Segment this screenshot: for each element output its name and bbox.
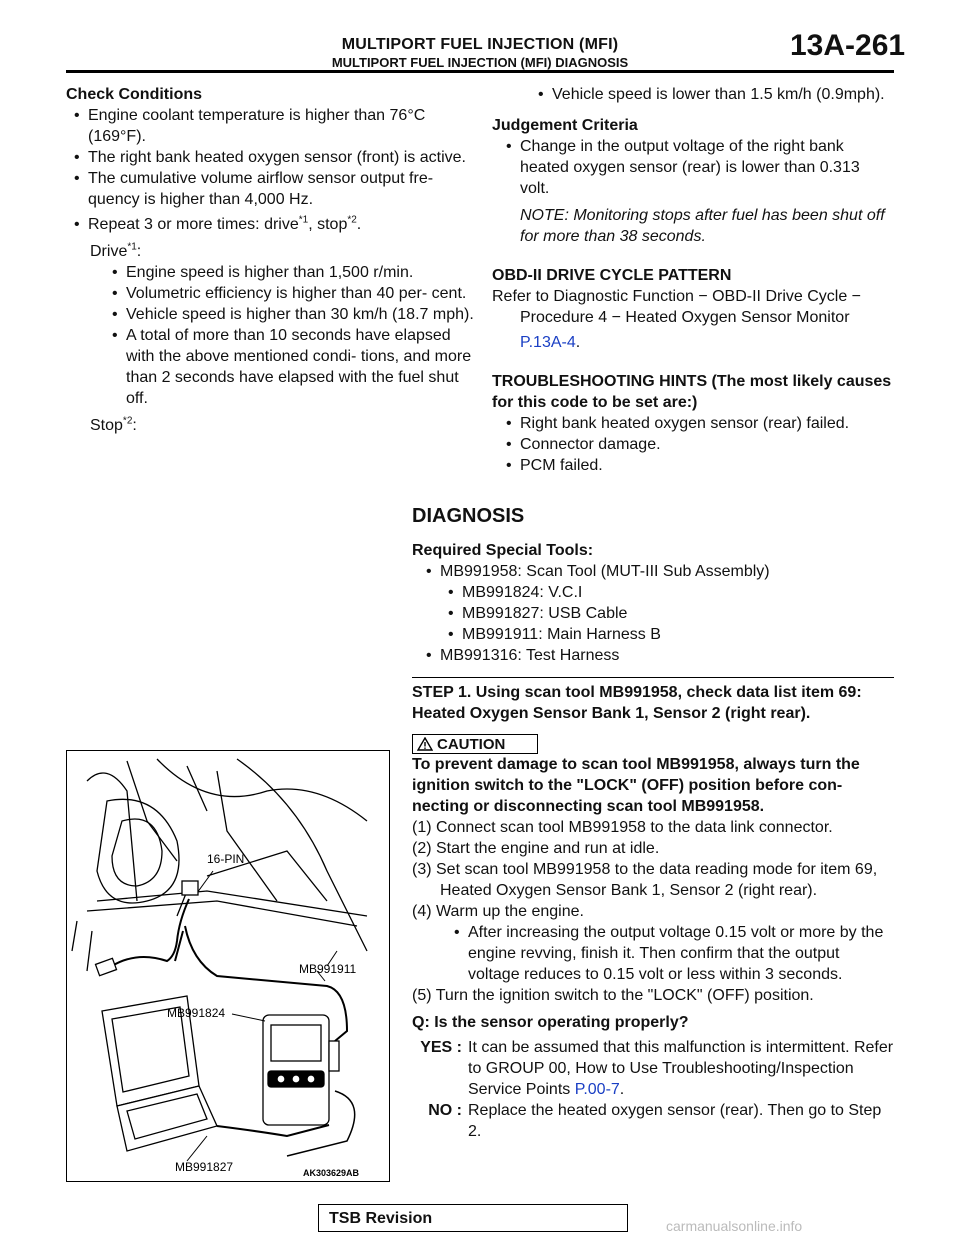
header-rule: [66, 70, 894, 73]
condition-bullet: • Engine coolant temperature is higher than 76°C (169°F).: [66, 105, 476, 147]
drive-label: [66, 241, 476, 262]
answer-yes: [412, 1037, 894, 1100]
section-divider: [412, 677, 894, 678]
drive-text: Drive: [90, 243, 128, 260]
label-mb991824: MB991824: [167, 1006, 226, 1020]
obd-text: [492, 286, 892, 328]
tsb-revision: TSB Revision: [318, 1204, 628, 1232]
diagnosis-heading: DIAGNOSIS: [412, 505, 525, 527]
tools-heading: Required Special Tools:: [412, 542, 594, 559]
repeat-text: Repeat 3 or more times: drive: [88, 216, 299, 233]
procedure-step: (3) Set scan tool MB991958 to the data reading mode for item 69, Heated Oxygen Sensor Bank 1, Sensor 2 (right rear).: [412, 861, 878, 899]
page-number: 13A-261: [790, 29, 906, 62]
warning-icon: [417, 737, 433, 751]
obd-link[interactable]: P.13A-4: [520, 334, 576, 351]
no-key: NO :: [428, 1102, 462, 1119]
label-mb991827: MB991827: [175, 1160, 234, 1174]
check-conditions-heading: Check Conditions: [66, 86, 203, 103]
obd-heading: OBD-II DRIVE CYCLE PATTERN: [492, 267, 732, 284]
repeat-text: , stop: [308, 216, 348, 233]
caution-box: [412, 734, 538, 754]
footnote-mark: *2: [347, 214, 357, 226]
step-1: [412, 682, 894, 1142]
no-text: Replace the heated oxygen sensor (rear). Then go to Step 2.: [468, 1102, 882, 1140]
yes-body: [468, 1037, 894, 1100]
connection-figure: [66, 750, 390, 1182]
note-text: NOTE: Monitoring stops after fuel has been shut off for more than 38 seconds.: [520, 207, 885, 245]
caution-label: CAUTION: [437, 735, 506, 753]
hints-heading: TROUBLESHOOTING HINTS (The most likely causes for this code to be set are:): [492, 373, 892, 411]
figure-code: AK303629AB: [303, 1168, 360, 1178]
tool-subitem: • MB991824: V.C.I: [440, 582, 894, 603]
condition-bullet: [66, 214, 476, 235]
caution-text: To prevent damage to scan tool MB991958, always turn the ignition switch to the "LOCK" (OFF) position before con- necting or disconnecting scan tool MB991958.: [412, 756, 860, 815]
condition-bullet: • The right bank heated oxygen sensor (front) is active.: [66, 147, 476, 168]
tool-item: • MB991958: Scan Tool (MUT-III Sub Assembly): [418, 561, 894, 582]
condition-bullet: • The cumulative volume airflow sensor output fre- quency is higher than 4,000 Hz.: [66, 168, 476, 210]
yes-link[interactable]: P.00-7: [574, 1081, 620, 1098]
tools-section: [412, 540, 894, 666]
drive-bullet: • A total of more than 10 seconds have elapsed with the above mentioned condi- tions, and more than 2 seconds have elapsed with the fuel shut off.: [104, 325, 476, 409]
procedure-step: (4) Warm up the engine.: [412, 903, 584, 920]
judgement-bullet: • Change in the output voltage of the right bank heated oxygen sensor (rear) is lower than 0.313 volt.: [498, 136, 892, 199]
stop-text: Stop: [90, 417, 123, 434]
obd-ref: [492, 332, 892, 353]
stop-label: [66, 415, 476, 436]
drive-colon: :: [136, 243, 142, 260]
drive-bullet: • Engine speed is higher than 1,500 r/min.: [104, 262, 476, 283]
hint-bullet: • Connector damage.: [498, 434, 892, 455]
tool-subitem: • MB991911: Main Harness B: [440, 624, 894, 645]
procedure-step: (2) Start the engine and run at idle.: [412, 840, 660, 857]
obd-body: Refer to Diagnostic Function − OBD-II Drive Cycle − Procedure 4 − Heated Oxygen Sensor Monitor: [492, 288, 862, 326]
left-column: [66, 84, 476, 436]
label-mb991911: MB991911: [299, 962, 357, 976]
hint-bullet: • Right bank heated oxygen sensor (rear) failed.: [498, 413, 892, 434]
tool-item: • MB991316: Test Harness: [418, 645, 894, 666]
stop-bullet: • Vehicle speed is lower than 1.5 km/h (0.9mph).: [530, 84, 892, 105]
obd-end: .: [575, 334, 581, 351]
footnote-mark: *1: [298, 214, 309, 226]
watermark: carmanualsonline.info: [666, 1218, 803, 1234]
procedure-step: (1) Connect scan tool MB991958 to the data link connector.: [412, 819, 833, 836]
footnote-mark: *1: [127, 241, 137, 253]
drive-bullet: • Vehicle speed is higher than 30 km/h (18.7 mph).: [104, 304, 476, 325]
yes-text: It can be assumed that this malfunction is intermittent. Refer to GROUP 00, How to Use Troubleshooting/Inspection Service Points: [468, 1039, 894, 1098]
section-subtitle: MULTIPORT FUEL INJECTION (MFI) DIAGNOSIS: [331, 55, 629, 70]
label-16pin: 16-PIN: [207, 852, 245, 866]
hint-bullet: • PCM failed.: [498, 455, 892, 476]
tool-subitem: • MB991827: USB Cable: [440, 603, 894, 624]
stop-colon: :: [132, 417, 137, 434]
repeat-text: .: [356, 216, 362, 233]
answer-no: [412, 1100, 894, 1142]
yes-key: YES :: [420, 1039, 462, 1056]
judgement-heading: Judgement Criteria: [492, 117, 638, 134]
procedure-step: (5) Turn the ignition switch to the "LOCK" (OFF) position.: [412, 987, 814, 1004]
yes-end: .: [619, 1081, 625, 1098]
footnote-mark: *2: [122, 415, 133, 427]
drive-bullet: • Volumetric efficiency is higher than 40 per- cent.: [104, 283, 476, 304]
section-title: MULTIPORT FUEL INJECTION (MFI): [341, 36, 619, 53]
right-column: [492, 84, 892, 476]
step-title: STEP 1. Using scan tool MB991958, check data list item 69: Heated Oxygen Sensor Bank 1, Sensor 2 (right rear).: [412, 684, 862, 722]
question: Q: Is the sensor operating properly?: [412, 1014, 689, 1031]
procedure-substep: • After increasing the output voltage 0.15 volt or more by the engine revving, finish it. Then confirm that the output voltage reduces to 0.15 volt or less within 3 seconds.: [446, 922, 894, 985]
scan-tool-illustration: [67, 751, 389, 1181]
